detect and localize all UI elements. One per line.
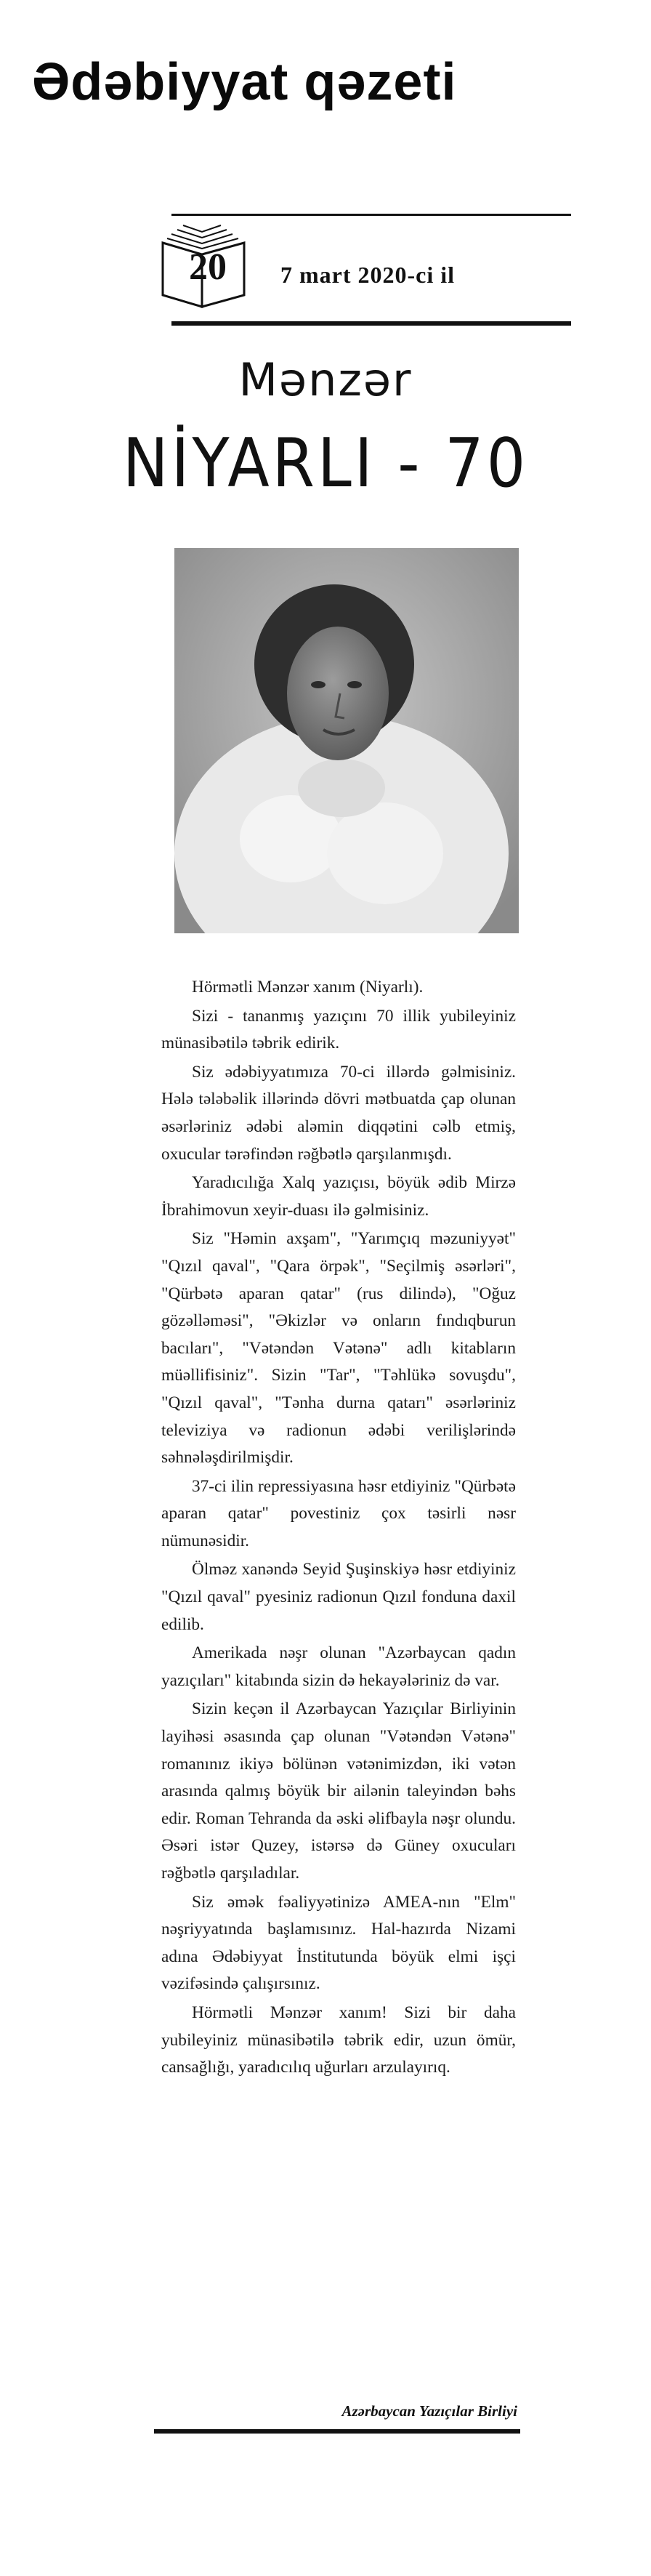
article-body	[161, 974, 516, 2083]
newspaper-masthead: Ədəbiyyat qəzeti	[32, 53, 457, 111]
article-paragraph: Siz ədəbiyyatımıza 70-ci illərdə gəlmisiniz. Hələ tələbəlik illərində dövri mətbuatda çap olunan əsərləriniz ədəbi aləmin diqqətini cəlb etmiş, oxucular tərəfindən rəğbətlə qarşılanmışdı.	[161, 1062, 516, 1164]
article-paragraph: Yaradıcılığa Xalq yazıçısı, böyük ədib Mirzə İbrahimovun xeyir-duası ilə gəlmisiniz.	[161, 1173, 516, 1220]
author-portrait	[174, 548, 519, 933]
article-paragraph: Sizin keçən il Azərbaycan Yazıçılar Birliyinin layihəsi əsasında çap olunan "Vətəndən Vətənə" romanınız ikiyə bölünən vətənimizdən, iki vətən arasında qalmış böyük bir ailənin taleyindən bəhs edir. Roman Tehranda da əski əlifbayla nəşr olundu. Əsəri istər Quzey, istərsə də Güney oxucuları rəğbətlə qarşıladılar.	[161, 1699, 516, 1883]
issue-date: 7 mart 2020-ci il	[280, 262, 456, 288]
article-paragraph: Siz "Həmin axşam", "Yarımçıq məzuniyyət" "Qızıl qaval", "Qara örpək", "Seçilmiş əsərləri", "Qürbətə aparan qatar" (rus dilində), "Oğuz gözəlləməsi", "Əkizlər və onların fındıqburun bacıları", "Vətəndən Vətənə" adlı kitabların müəllifisiniz". Sizin "Tar", "Təhlükə sovuşdu", "Qızıl qaval", "Tənha durna qatarı" əsərləriniz televiziya və radionun ədəbi verilişlərində səhnələşdirilmişdir.	[161, 1229, 516, 1468]
article-signature: Azərbaycan Yazıçılar Birliyi	[341, 2402, 517, 2420]
article-paragraph: Ölməz xanəndə Seyid Şuşinskiyə həsr etdiyiniz "Qızıl qaval" pyesiniz radionun Qızıl fonduna daxil edilib.	[161, 1560, 516, 1634]
footer-rule	[154, 2429, 520, 2434]
article-paragraph: Amerikada nəşr olunan "Azərbaycan qadın yazıçıları" kitabında sizin də hekayələriniz də var.	[161, 1643, 516, 1690]
article-paragraph: 37-ci ilin repressiyasına həsr etdiyiniz "Qürbətə aparan qatar" povestiniz çox təsirli nəsr nümunəsidir.	[161, 1476, 516, 1550]
article-paragraph: Hörmətli Mənzər xanım (Niyarlı).	[192, 978, 424, 997]
headline-first-name: Mənzər	[238, 353, 413, 406]
headline-last-name: NİYARLI - 70	[122, 424, 529, 502]
article-paragraph: Hörmətli Mənzər xanım! Sizi bir daha yubileyiniz münasibətilə təbrik edir, uzun ömür, cansağlığı, yaradıcılıq uğurları arzulayırıq.	[161, 2003, 516, 2077]
article-paragraph: Siz əmək fəaliyyətinizə AMEA-nın "Elm" nəşriyyatında başlamısınız. Hal-hazırda Nizami adına Ədəbiyyat İnstitutunda böyük elmi işçi vəzifəsində çalışırsınız.	[161, 1892, 516, 1994]
issue-header	[155, 206, 571, 330]
article-paragraph: Sizi - tananmış yazıçını 70 illik yubileyiniz münasibətilə təbrik edirik.	[161, 1006, 516, 1053]
issue-number: 20	[189, 246, 227, 288]
header-bottom-rule	[171, 321, 571, 326]
header-top-rule	[171, 214, 571, 216]
portrait-image	[174, 548, 519, 933]
